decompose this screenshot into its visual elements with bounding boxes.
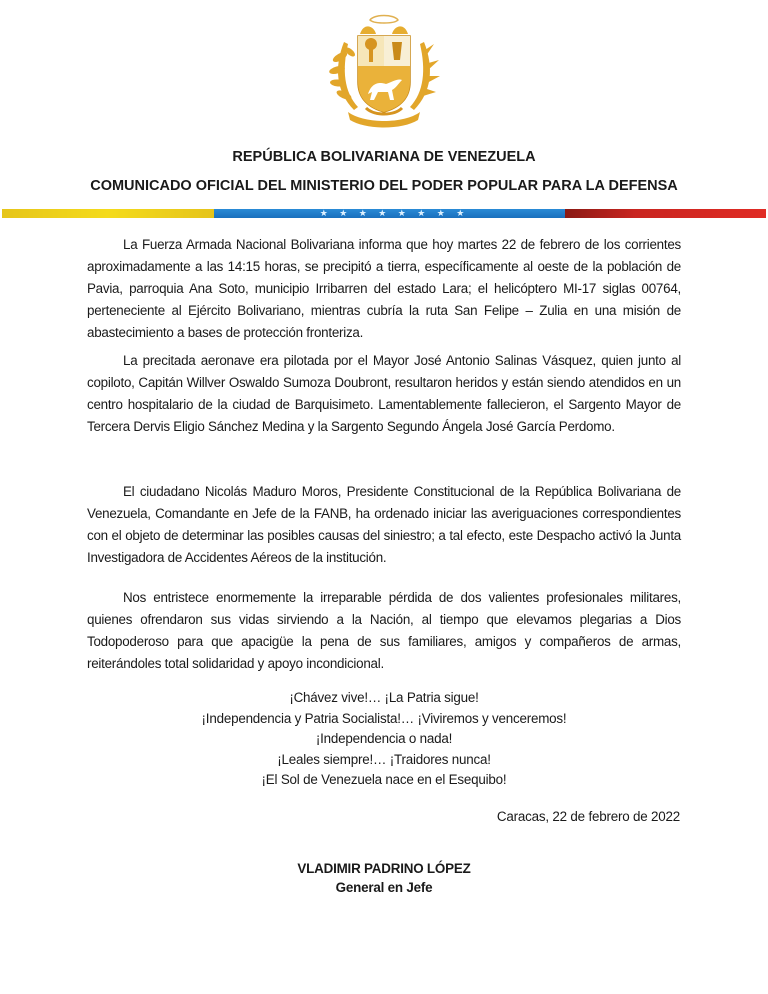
stars-row	[314, 208, 470, 219]
star-icon: ★	[417, 208, 426, 218]
star-icon: ★	[378, 208, 387, 218]
flag-color-bar	[2, 209, 766, 218]
place-and-date: Caracas, 22 de febrero de 2022	[496, 809, 680, 824]
star-icon: ★	[397, 208, 406, 218]
coat-of-arms-emblem	[314, 12, 454, 132]
star-icon: ★	[358, 208, 367, 218]
flag-blue-stripe	[214, 209, 565, 218]
slogan-line: ¡Independencia y Patria Socialista!… ¡Viviremos y venceremos!	[201, 710, 567, 726]
slogan-line: ¡Independencia o nada!	[315, 731, 453, 746]
star-icon: ★	[339, 208, 348, 218]
flag-red-stripe	[565, 209, 766, 218]
star-icon: ★	[436, 208, 445, 218]
signatory-name: VLADIMIR PADRINO LÓPEZ	[297, 861, 471, 876]
paragraph-investigation: El ciudadano Nicolás Maduro Moros, Presidente Constitucional de la República Bolivariana de Venezuela, Comandante en Jefe de la FANB, ha ordenado iniciar las averiguaciones correspondientes con el objeto de determinar las posibles causas del siniestro; a tal efecto, este Despacho activó la Junta Investigadora de Accidentes Aéreos de la institución.	[87, 484, 681, 565]
slogans-block	[0, 688, 768, 791]
slogan-line: ¡Leales siempre!… ¡Traidores nunca!	[277, 751, 491, 767]
paragraph-incident: La Fuerza Armada Nacional Bolivariana informa que hoy martes 22 de febrero de los corrientes aproximadamente a las 14:15 horas, se precipitó a tierra, específicamente al oeste de la población de Pavia, parroquia Ana Soto, municipio Irribarren del estado Lara; el helicóptero MI-17 siglas 00764, perteneciente al Ejército Bolivariano, mientras cubría la ruta San Felipe – Zulia en una misión de abastecimiento a bases de protección fronteriza.	[87, 237, 681, 340]
star-icon: ★	[319, 208, 328, 218]
document-title: REPÚBLICA BOLIVARIANA DE VENEZUELA	[232, 149, 536, 165]
star-icon: ★	[456, 208, 465, 218]
document-subtitle: COMUNICADO OFICIAL DEL MINISTERIO DEL PODER POPULAR PARA LA DEFENSA	[90, 178, 678, 194]
slogan-line: ¡Chávez vive!… ¡La Patria sigue!	[289, 690, 479, 705]
slogan-line: ¡El Sol de Venezuela nace en el Esequibo!	[261, 772, 507, 787]
signatory-rank: General en Jefe	[335, 880, 433, 895]
flag-yellow-stripe	[2, 209, 214, 218]
coat-of-arms-icon	[314, 12, 454, 132]
paragraph-crew: La precitada aeronave era pilotada por el Mayor José Antonio Salinas Vásquez, quien junto al copiloto, Capitán Willver Oswaldo Sumoza Doubront, resultaron heridos y están siendo atendidos en un centro hospitalario de la ciudad de Barquisimeto. Lamentablemente fallecieron, el Sargento Mayor de Tercera Dervis Eligio Sánchez Medina y la Sargento Segundo Ángela José García Perdomo.	[87, 353, 681, 434]
paragraph-condolences: Nos entristece enormemente la irreparable pérdida de dos valientes profesionales militares, quienes ofrendaron sus vidas sirviendo a la Nación, al tiempo que elevamos plegarias a Dios Todopoderoso para que apacigüe la pena de sus familiares, amigos y compañeros de armas, reiterándoles total solidaridad y apoyo incondicional.	[87, 590, 681, 671]
signature-block	[0, 859, 768, 897]
